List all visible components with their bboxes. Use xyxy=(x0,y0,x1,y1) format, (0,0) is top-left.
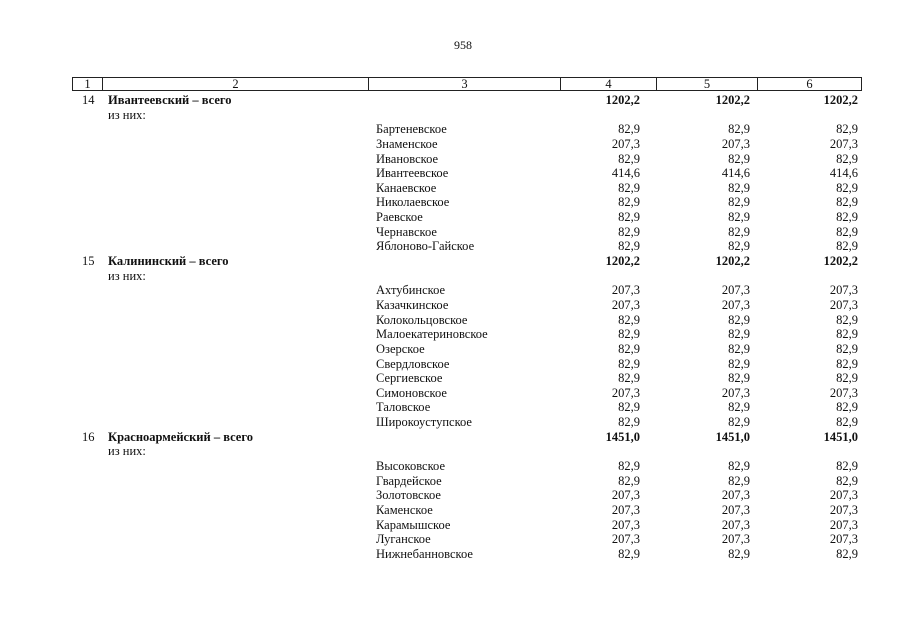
table-row xyxy=(0,415,905,430)
value-cell: 82,9 xyxy=(728,400,750,415)
value-cell: 207,3 xyxy=(611,532,640,547)
table-row xyxy=(0,283,905,298)
subheading-label: из них: xyxy=(108,107,146,122)
value-cell: 82,9 xyxy=(728,546,750,561)
table-row xyxy=(0,459,905,474)
value-cell: 414,6 xyxy=(611,166,640,181)
value-cell: 207,3 xyxy=(829,283,858,298)
subheading-row xyxy=(0,108,905,123)
table-row xyxy=(0,122,905,137)
total-value: 1451,0 xyxy=(605,429,640,444)
value-cell: 82,9 xyxy=(836,195,858,210)
settlement-name: Знаменское xyxy=(376,136,438,151)
total-value: 1451,0 xyxy=(715,429,750,444)
total-value: 1202,2 xyxy=(715,254,750,269)
value-cell: 82,9 xyxy=(618,224,640,239)
row-number: 16 xyxy=(82,429,95,444)
settlement-name: Чернавское xyxy=(376,224,437,239)
table-row xyxy=(0,474,905,489)
district-name: Красноармейский – всего xyxy=(108,429,253,444)
total-value: 1202,2 xyxy=(605,93,640,107)
table-row xyxy=(0,195,905,210)
settlement-name: Луганское xyxy=(376,532,431,547)
value-cell: 207,3 xyxy=(721,502,750,517)
value-cell: 82,9 xyxy=(836,327,858,342)
subheading-label: из них: xyxy=(108,444,146,459)
value-cell: 82,9 xyxy=(618,400,640,415)
value-cell: 207,3 xyxy=(829,297,858,312)
value-cell: 207,3 xyxy=(611,517,640,532)
value-cell: 82,9 xyxy=(618,546,640,561)
group-total-row xyxy=(0,430,905,445)
subheading-row xyxy=(0,269,905,284)
table-row xyxy=(0,210,905,225)
settlement-name: Малоекатериновское xyxy=(376,327,488,342)
settlement-name: Ивановское xyxy=(376,151,439,166)
value-cell: 82,9 xyxy=(618,473,640,488)
table-row xyxy=(0,518,905,533)
settlement-name: Раевское xyxy=(376,210,423,225)
value-cell: 207,3 xyxy=(829,517,858,532)
value-cell: 207,3 xyxy=(611,488,640,503)
value-cell: 82,9 xyxy=(618,415,640,430)
settlement-name: Широкоуступское xyxy=(376,415,472,430)
header-col-3: 3 xyxy=(369,78,561,90)
table-row xyxy=(0,313,905,328)
table-row xyxy=(0,400,905,415)
settlement-name: Симоновское xyxy=(376,385,447,400)
value-cell: 82,9 xyxy=(836,224,858,239)
value-cell: 207,3 xyxy=(829,488,858,503)
district-name: Калининский – всего xyxy=(108,254,229,269)
settlement-name: Нижнебанновское xyxy=(376,546,473,561)
value-cell: 207,3 xyxy=(829,385,858,400)
value-cell: 207,3 xyxy=(829,532,858,547)
settlement-name: Сергиевское xyxy=(376,371,443,386)
value-cell: 82,9 xyxy=(728,312,750,327)
value-cell: 82,9 xyxy=(728,239,750,254)
table-row xyxy=(0,386,905,401)
settlement-name: Канаевское xyxy=(376,180,437,195)
subheading-row xyxy=(0,444,905,459)
settlement-name: Озерское xyxy=(376,341,425,356)
header-col-4: 4 xyxy=(561,78,657,90)
value-cell: 82,9 xyxy=(618,151,640,166)
table-row xyxy=(0,532,905,547)
table-row xyxy=(0,488,905,503)
total-value: 1451,0 xyxy=(823,429,858,444)
table-row xyxy=(0,166,905,181)
value-cell: 207,3 xyxy=(611,136,640,151)
group-total-row xyxy=(0,254,905,269)
value-cell: 207,3 xyxy=(829,136,858,151)
district-name: Ивантеевский – всего xyxy=(108,93,232,107)
value-cell: 207,3 xyxy=(611,283,640,298)
table-row xyxy=(0,342,905,357)
settlement-name: Бартеневское xyxy=(376,122,447,137)
header-col-1: 1 xyxy=(73,78,103,90)
value-cell: 207,3 xyxy=(721,385,750,400)
value-cell: 82,9 xyxy=(836,371,858,386)
table-body xyxy=(0,93,905,562)
settlement-name: Ахтубинское xyxy=(376,283,446,298)
total-value: 1202,2 xyxy=(715,93,750,107)
value-cell: 207,3 xyxy=(721,517,750,532)
subheading-label: из них: xyxy=(108,268,146,283)
value-cell: 414,6 xyxy=(829,166,858,181)
value-cell: 82,9 xyxy=(836,459,858,474)
table-row xyxy=(0,298,905,313)
table-row xyxy=(0,371,905,386)
value-cell: 82,9 xyxy=(618,122,640,137)
value-cell: 207,3 xyxy=(611,385,640,400)
value-cell: 82,9 xyxy=(618,327,640,342)
table-row xyxy=(0,137,905,152)
value-cell: 207,3 xyxy=(829,502,858,517)
value-cell: 207,3 xyxy=(611,502,640,517)
table-row xyxy=(0,152,905,167)
value-cell: 82,9 xyxy=(728,356,750,371)
header-col-5: 5 xyxy=(657,78,758,90)
group-total-row xyxy=(0,93,905,108)
table-row xyxy=(0,239,905,254)
page-number: 958 xyxy=(454,38,472,52)
value-cell: 82,9 xyxy=(728,459,750,474)
value-cell: 82,9 xyxy=(836,546,858,561)
value-cell: 82,9 xyxy=(836,400,858,415)
table-row xyxy=(0,225,905,240)
value-cell: 82,9 xyxy=(618,341,640,356)
value-cell: 207,3 xyxy=(721,283,750,298)
settlement-name: Ивантеевское xyxy=(376,166,449,181)
value-cell: 414,6 xyxy=(721,166,750,181)
value-cell: 82,9 xyxy=(728,151,750,166)
header-col-2: 2 xyxy=(103,78,369,90)
table-header xyxy=(72,77,862,91)
value-cell: 82,9 xyxy=(836,180,858,195)
value-cell: 82,9 xyxy=(618,371,640,386)
settlement-name: Колокольцовское xyxy=(376,312,468,327)
value-cell: 82,9 xyxy=(728,180,750,195)
value-cell: 207,3 xyxy=(721,488,750,503)
value-cell: 82,9 xyxy=(618,312,640,327)
value-cell: 82,9 xyxy=(618,239,640,254)
header-col-6: 6 xyxy=(806,77,813,91)
value-cell: 82,9 xyxy=(836,341,858,356)
value-cell: 82,9 xyxy=(836,210,858,225)
value-cell: 82,9 xyxy=(618,459,640,474)
settlement-name: Высоковское xyxy=(376,459,445,474)
value-cell: 82,9 xyxy=(728,195,750,210)
value-cell: 82,9 xyxy=(728,415,750,430)
row-number: 14 xyxy=(82,93,95,107)
value-cell: 82,9 xyxy=(836,312,858,327)
settlement-name: Свердловское xyxy=(376,356,450,371)
table-row xyxy=(0,503,905,518)
value-cell: 207,3 xyxy=(721,136,750,151)
table-row xyxy=(0,547,905,562)
value-cell: 82,9 xyxy=(836,239,858,254)
table-row xyxy=(0,327,905,342)
value-cell: 82,9 xyxy=(618,180,640,195)
value-cell: 207,3 xyxy=(721,297,750,312)
table-row xyxy=(0,357,905,372)
value-cell: 82,9 xyxy=(836,415,858,430)
value-cell: 82,9 xyxy=(836,151,858,166)
value-cell: 82,9 xyxy=(728,327,750,342)
value-cell: 82,9 xyxy=(618,356,640,371)
value-cell: 207,3 xyxy=(611,297,640,312)
value-cell: 82,9 xyxy=(728,210,750,225)
value-cell: 82,9 xyxy=(728,122,750,137)
value-cell: 82,9 xyxy=(728,473,750,488)
value-cell: 82,9 xyxy=(836,122,858,137)
settlement-name: Карамышское xyxy=(376,517,451,532)
value-cell: 82,9 xyxy=(836,356,858,371)
total-value: 1202,2 xyxy=(823,254,858,269)
value-cell: 207,3 xyxy=(721,532,750,547)
settlement-name: Гвардейское xyxy=(376,473,442,488)
value-cell: 82,9 xyxy=(728,341,750,356)
value-cell: 82,9 xyxy=(728,371,750,386)
row-number: 15 xyxy=(82,254,95,269)
value-cell: 82,9 xyxy=(728,224,750,239)
total-value: 1202,2 xyxy=(605,254,640,269)
value-cell: 82,9 xyxy=(618,195,640,210)
settlement-name: Казачкинское xyxy=(376,297,449,312)
settlement-name: Николаевское xyxy=(376,195,450,210)
settlement-name: Золотовское xyxy=(376,488,441,503)
table-row xyxy=(0,181,905,196)
settlement-name: Таловское xyxy=(376,400,431,415)
settlement-name: Яблоново-Гайское xyxy=(376,239,475,254)
value-cell: 82,9 xyxy=(618,210,640,225)
total-value: 1202,2 xyxy=(823,93,858,107)
value-cell: 82,9 xyxy=(836,473,858,488)
settlement-name: Каменское xyxy=(376,502,433,517)
